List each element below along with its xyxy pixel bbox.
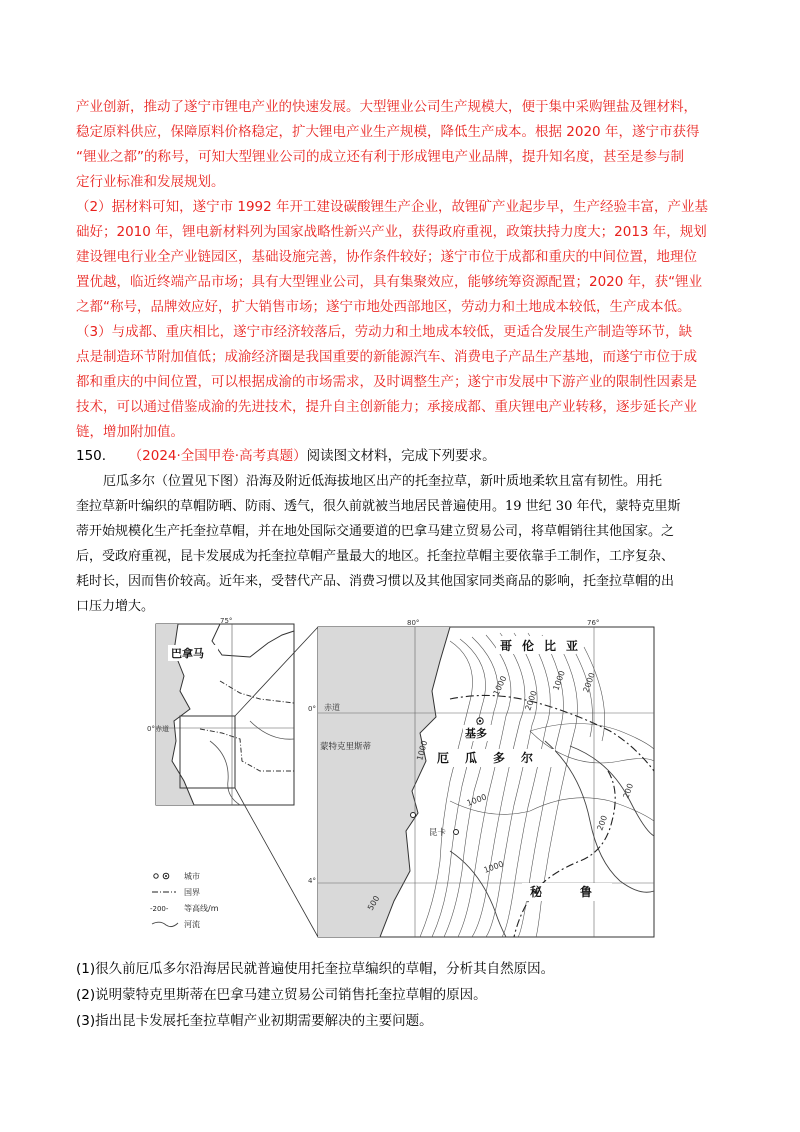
text-line: 置优越，临近终端产品市场；具有大型锂业公司，具有集聚效应，能够统筹资源配置；2020 年，获“锂业: [76, 274, 703, 290]
inset-map: [147, 617, 318, 937]
answer-paragraph-3: [76, 320, 726, 445]
inset-equator-label: 0°赤道: [147, 725, 169, 733]
legend-river-label: 河流: [184, 920, 200, 929]
text-line: 点是制造环节附加值低；成渝经济圈是我国重要的新能源汽车、消费电子产品生产基地，而遂宁市位于成: [76, 349, 697, 365]
text-line: 建设锂电行业全产业链园区，基础设施完善，协作条件较好；遂宁市位于成都和重庆的中间位置，地理位: [76, 249, 697, 265]
question-material: [76, 469, 726, 619]
text-line: 稳定原料供应，保障原料价格稳定，扩大锂电产业生产规模，降低生产成本。根据 2020 年，遂宁市获得: [76, 124, 700, 140]
cuenca-city-icon: [454, 830, 459, 835]
text-line: 口压力增大。: [76, 599, 155, 614]
legend-contour-sample: -200-: [150, 905, 169, 913]
map-svg: [147, 617, 658, 941]
contour-label: 2000: [523, 689, 539, 712]
question-number: 150.: [76, 448, 107, 464]
main-map: [308, 619, 654, 937]
text-line: 技术，可以通过借鉴成渝的先进技术，提升自主创新能力；承接成都、重庆锂电产业转移，逐步延长产业: [76, 399, 697, 415]
contour-label: 200: [621, 782, 636, 800]
contour-label: 1000: [551, 669, 567, 692]
contour-label: 2000: [581, 671, 597, 694]
text-line: 础好；2010 年，锂电新材料列为国家战略性新兴产业，获得政府重视，政策扶持力度大；2013 年，规划: [76, 224, 707, 240]
contour-label: 1000: [415, 739, 430, 762]
contour-label: 1000: [491, 674, 509, 697]
legend-city-label: 城市: [184, 872, 200, 881]
text-line: 耗时长，因而售价较高。近年来，受替代产品、消费习惯以及其他国家同类商品的影响，托奎拉草帽的出: [76, 574, 675, 589]
contour-label: 1000: [465, 792, 488, 808]
quito-label: 基多: [465, 727, 487, 740]
main-equator-label: 赤道: [324, 703, 340, 712]
ecuador-label: 厄瓜多尔: [437, 751, 550, 765]
quito-city-icon: [477, 718, 483, 724]
sub-question-1: (1)很久前厄瓜多尔沿海居民就普遍使用托奎拉草编织的草帽，分析其自然原因。: [76, 961, 555, 977]
contour-label: 500: [365, 894, 382, 912]
text-line: （2）据材料可知，遂宁市 1992 年开工建设碳酸锂生产企业，故锂矿产业起步早，生产经验丰富，产业基: [76, 199, 709, 215]
text-line: 都和重庆的中间位置，可以根据成渝的市场需求，及时调整生产；遂宁市发展中下游产业的限制性因素是: [76, 374, 697, 390]
answer-paragraph-1: [76, 95, 726, 195]
montecristi-label: 蒙特克里斯蒂: [320, 742, 372, 752]
text-line: 厄瓜多尔（位置见下图）沿海及附近低海拔地区出产的托奎拉草，新叶质地柔软且富有韧性。用托: [103, 474, 663, 489]
text-line: 之都“称号，品牌效应好，扩大销售市场；遂宁市地处西部地区，劳动力和土地成本较低，生产成本低。: [76, 299, 691, 315]
text-line: 链，增加附加值。: [76, 424, 184, 440]
main-lat-top-label: 0°: [308, 705, 316, 713]
legend-contour-label: 等高线/m: [184, 904, 219, 913]
text-line: 蒂开始规模化生产托奎拉草帽，并在地处国际交通要道的巴拿马建立贸易公司，将草帽销往其他国家。之: [76, 524, 675, 539]
text-line: 定行业标准和发展规划。: [76, 174, 225, 190]
sub-questions: [76, 956, 726, 1034]
question-instruction: 阅读图文材料，完成下列要求。: [306, 448, 496, 464]
inset-panama-label: 巴拿马: [171, 647, 204, 660]
montecristi-city-icon: [411, 813, 416, 818]
main-lon-left-label: 80°: [407, 619, 420, 627]
peru-label: 秘鲁: [530, 885, 631, 899]
contour-label: 1000: [482, 859, 505, 875]
text-line: 奎拉草新叶编织的草帽防晒、防雨、透气，很久前就被当地居民普遍使用。19 世纪 30 年代，蒙特克里斯: [76, 499, 681, 514]
sub-question-3: (3)指出昆卡发展托奎拉草帽产业初期需要解决的主要问题。: [76, 1013, 433, 1029]
text-line: “锂业之都”的称号，可知大型锂业公司的成立还有利于形成锂电产业品牌，提升知名度，甚至是参与制: [76, 149, 684, 165]
question-header: [76, 444, 726, 469]
text-line: 产业创新，推动了遂宁市锂电产业的快速发展。大型锂业公司生产规模大，便于集中采购锂盐及锂材料，: [76, 99, 697, 115]
cuenca-label: 昆卡: [429, 828, 447, 838]
answer-paragraph-2: [76, 195, 726, 320]
sub-question-2: (2)说明蒙特克里斯蒂在巴拿马建立贸易公司销售托奎拉草帽的原因。: [76, 987, 487, 1003]
main-lon-right-label: 76°: [587, 619, 600, 627]
colombia-label: 哥伦比亚: [500, 639, 589, 653]
question-source: （2024·全国甲卷·高考真题）: [128, 448, 307, 464]
legend-border-label: 国界: [184, 888, 200, 897]
inset-lon-label: 75°: [220, 617, 233, 625]
main-lat-bottom-label: 4°: [308, 877, 316, 885]
contour-label: 200: [595, 814, 610, 832]
text-line: （3）与成都、重庆相比，遂宁市经济较落后，劳动力和土地成本较低，更适合发展生产制造等环节，缺: [76, 324, 693, 340]
ecuador-map-figure: [147, 617, 658, 941]
text-line: 后，受政府重视，昆卡发展成为托奎拉草帽产量最大的地区。托奎拉草帽主要依靠手工制作，工序复杂、: [76, 549, 675, 564]
map-legend: [150, 871, 219, 929]
